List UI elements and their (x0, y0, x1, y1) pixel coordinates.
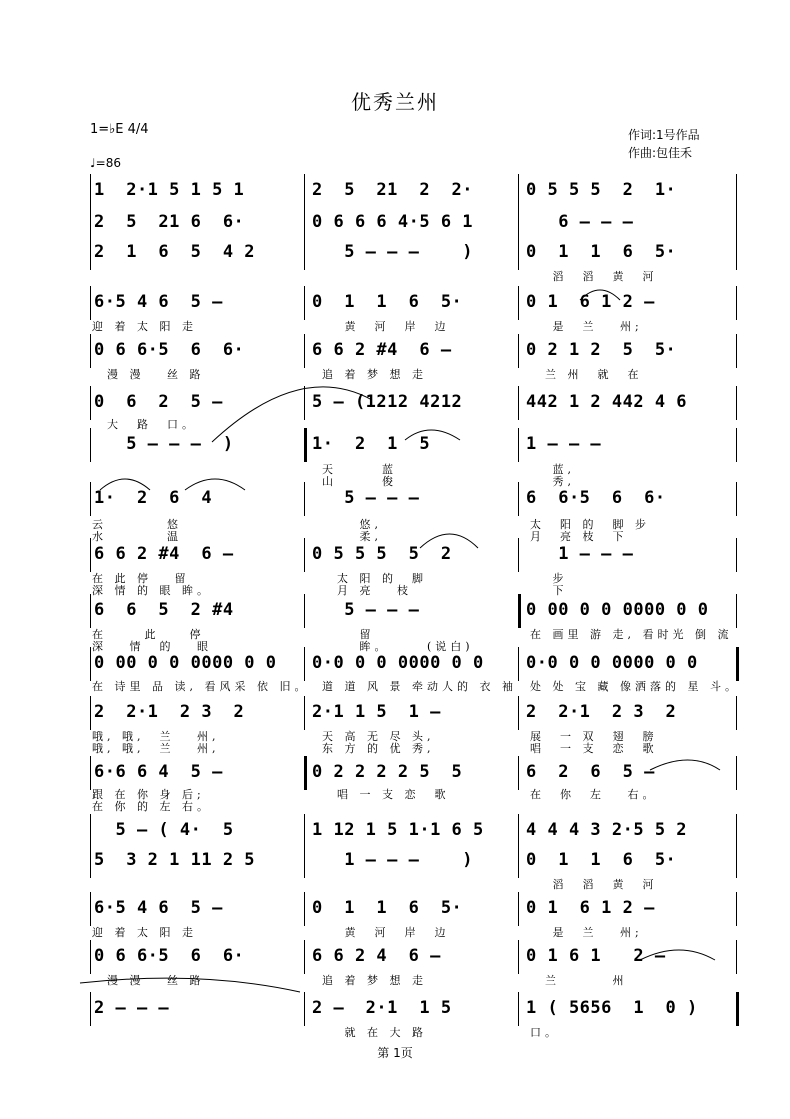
barline (736, 594, 737, 628)
lyric-line (90, 268, 738, 282)
lyric-text: 兰 州 就 在 (530, 368, 643, 381)
notation-row (90, 998, 738, 1022)
barline (304, 334, 305, 368)
notation-row (90, 434, 738, 458)
measure: 6 6 2 4 6 – (312, 946, 441, 966)
tempo-marking: ♩=86 (90, 156, 121, 170)
barline (736, 756, 737, 790)
barline (90, 386, 91, 420)
barline (304, 236, 305, 270)
measure: 2 5 21 2 2· (312, 180, 474, 200)
lyric-text: 迎 着 太 阳 走 (92, 320, 197, 333)
measure: 6·5 4 6 5 – (94, 898, 223, 918)
barline (736, 647, 739, 681)
lyric-text: 兰 州 (530, 974, 628, 987)
barline (518, 538, 519, 572)
measure: 2 1 6 5 4 2 (94, 242, 256, 262)
measure: 0 00 0 0 0000 0 0 (94, 653, 277, 673)
measure: 0·0 0 0 0000 0 0 (312, 653, 484, 673)
measure: 2 – – – (94, 998, 170, 1018)
lyric-line (90, 1024, 738, 1038)
barline (518, 236, 519, 270)
barline (736, 236, 737, 270)
measure: 6·5 4 6 5 – (94, 292, 223, 312)
measure: 2 5 21 6 6· (94, 212, 245, 232)
lyric-text: 大 路 口。 (92, 418, 197, 431)
barline (304, 428, 307, 462)
measure: 0 6 6·5 6 6· (94, 340, 245, 360)
measure: 5 – – – ) (94, 434, 234, 454)
barline (90, 286, 91, 320)
barline (90, 594, 91, 628)
measure: 5 – (1212 4212 (312, 392, 463, 412)
lyric-text: 哦, 哦, 兰 州, (92, 730, 220, 743)
lyric-text: 柔, (322, 530, 382, 543)
measure: 0 2 2 2 2 5 5 (312, 762, 463, 782)
measure: 5 – ( 4· 5 (94, 820, 234, 840)
lyric-text: 云 悠 (92, 518, 182, 531)
lyric-text: 天 蓝 (322, 463, 397, 476)
barline (304, 286, 305, 320)
barline (90, 756, 91, 790)
barline (304, 482, 305, 516)
notation-row (90, 850, 738, 874)
lyric-text: 迎 着 太 阳 走 (92, 926, 197, 939)
lyric-text: 黄 河 岸 边 (322, 320, 450, 333)
lyric-line (90, 678, 738, 692)
barline (90, 892, 91, 926)
lyric-text: 眸。 (说白) (322, 640, 474, 653)
measure: 5 – – – ) (312, 242, 474, 262)
measure: 0 5 5 5 2 1· (526, 180, 677, 200)
notation-row (90, 544, 738, 568)
measure: 0 2 1 2 5 5· (526, 340, 677, 360)
key-signature: 1=♭E 4/4 (90, 122, 149, 137)
notation-row (90, 820, 738, 844)
song-title: 优秀兰州 (351, 90, 439, 114)
lyric-text: 在 此 停 (92, 628, 205, 641)
measure: 2·1 1 5 1 – (312, 702, 441, 722)
barline (518, 844, 519, 878)
lyric-text: 是 兰 州; (530, 320, 643, 333)
barline (518, 482, 519, 516)
measure: 1· 2 6 4 (94, 488, 213, 508)
lyric-text: 唱 一 支 恋 歌 (322, 788, 450, 801)
measure: 0 6 6 6 4·5 6 1 (312, 212, 474, 232)
barline (304, 756, 307, 790)
measure: 2 2·1 2 3 2 (94, 702, 245, 722)
measure: 0 1 6 1 2 – (526, 898, 655, 918)
measure: 0 1 1 6 5· (526, 850, 677, 870)
barline (90, 174, 91, 208)
lyric-text: 步 (530, 572, 568, 585)
measure: 1 12 1 5 1·1 6 5 (312, 820, 484, 840)
barline (90, 940, 91, 974)
lyric-text: 天 高 无 尽 头, (322, 730, 435, 743)
lyric-text: 漫 漫 丝 路 (92, 974, 205, 987)
lyric-line (90, 798, 738, 812)
barline (518, 334, 519, 368)
lyric-line (90, 582, 738, 596)
barline (90, 814, 91, 848)
barline (518, 174, 519, 208)
barline (518, 206, 519, 240)
notation-row (90, 242, 738, 266)
lyric-text: 蓝, (530, 463, 575, 476)
notation-row (90, 212, 738, 236)
barline (518, 814, 519, 848)
measure: 5 – – – (312, 488, 420, 508)
barline (518, 647, 519, 681)
barline (90, 206, 91, 240)
barline (304, 844, 305, 878)
barline (518, 892, 519, 926)
barline (518, 756, 519, 790)
notation-row (90, 600, 738, 624)
barline (736, 334, 737, 368)
barline (518, 286, 519, 320)
barline (736, 940, 737, 974)
notation-row (90, 180, 738, 204)
lyric-text: 水 温 (92, 530, 182, 543)
measure: 2 2·1 2 3 2 (526, 702, 677, 722)
measure: 2 – 2·1 1 5 (312, 998, 452, 1018)
lyric-text: 道 道 风 景 牵动人的 衣 袖 (322, 680, 517, 693)
lyric-text: 漫 漫 丝 路 (92, 368, 205, 381)
lyric-text: 追 着 梦 想 走 (322, 368, 427, 381)
notation-row (90, 392, 738, 416)
lyric-text: 山 俊 (322, 475, 397, 488)
lyric-text: 口。 (530, 1026, 560, 1039)
barline (518, 428, 519, 462)
lyric-text: 东 方 的 优 秀, (322, 742, 435, 755)
measure: 0 6 2 5 – (94, 392, 223, 412)
barline (90, 647, 91, 681)
lyric-line (90, 318, 738, 332)
lyric-text: 太 阳 的 脚 (322, 572, 427, 585)
lyric-text: 深 情 的 眼 眸。 (92, 584, 212, 597)
measure: 6 6 2 #4 6 – (312, 340, 452, 360)
lyric-line (90, 473, 738, 487)
barline (736, 844, 737, 878)
measure: 0 6 6·5 6 6· (94, 946, 245, 966)
measure: 6 6 2 #4 6 – (94, 544, 234, 564)
lyric-text: 黄 河 岸 边 (322, 926, 450, 939)
barline (304, 386, 305, 420)
lyric-text: 在 画里 游 走, 看时光 倒 流 (530, 628, 733, 641)
lyric-text: 在 你 的 左 右。 (92, 800, 212, 813)
measure: 0 00 0 0 0000 0 0 (526, 600, 709, 620)
barline (90, 844, 91, 878)
notation-row (90, 340, 738, 364)
composer-credit: 作曲:包佳禾 (628, 146, 693, 160)
measure: 1 ( 5656 1 0 ) (526, 998, 698, 1018)
lyric-line (90, 366, 738, 380)
barline (90, 538, 91, 572)
measure: 1· 2 1 5 (312, 434, 431, 454)
measure: 1 2·1 5 1 5 1 (94, 180, 245, 200)
lyric-line (90, 876, 738, 890)
barline (90, 334, 91, 368)
barline (736, 992, 739, 1026)
lyric-text: 在 此 停 留 (92, 572, 190, 585)
notation-row (90, 898, 738, 922)
barline (736, 892, 737, 926)
lyric-text: 月 亮 枝 (322, 584, 412, 597)
lyric-text: 悠, (322, 518, 382, 531)
barline (304, 594, 305, 628)
measure: 0·0 0 0 0000 0 0 (526, 653, 698, 673)
notation-row (90, 702, 738, 726)
notation-row (90, 653, 738, 677)
measure: 0 5 5 5 5 2 (312, 544, 452, 564)
lyricist-credit: 作词:1号作品 (628, 128, 700, 142)
barline (90, 696, 91, 730)
measure: 0 1 6 1 2 – (526, 292, 655, 312)
barline (518, 386, 519, 420)
barline (736, 386, 737, 420)
lyric-line (90, 638, 738, 652)
lyric-text: 月 亮 枝 下 (530, 530, 628, 543)
barline (90, 236, 91, 270)
measure: 6 6·5 6 6· (526, 488, 666, 508)
lyric-line (90, 740, 738, 754)
lyric-text: 展 一 双 翅 膀 (530, 730, 658, 743)
lyric-line (90, 924, 738, 938)
measure: 6 2 6 5 – (526, 762, 655, 782)
lyric-line (90, 972, 738, 986)
lyric-line (90, 528, 738, 542)
barline (304, 647, 305, 681)
notation-row (90, 292, 738, 316)
lyric-text: 滔 滔 黄 河 (530, 270, 658, 283)
credits (628, 126, 700, 162)
barline (304, 538, 305, 572)
barline (736, 482, 737, 516)
barline (304, 940, 305, 974)
lyric-line (90, 416, 738, 430)
barline (736, 814, 737, 848)
barline (518, 992, 519, 1026)
barline (304, 174, 305, 208)
barline (518, 940, 519, 974)
lyric-text: 在 诗里 品 读, 看风采 依 旧。 (92, 680, 310, 693)
lyric-text: 滔 滔 黄 河 (530, 878, 658, 891)
page-number: 第 1页 (377, 1046, 413, 1060)
lyric-text: 跟 在 你 身 后; (92, 788, 205, 801)
barline (304, 696, 305, 730)
lyric-text: 唱 一 支 恋 歌 (530, 742, 658, 755)
lyric-text: 下 (530, 584, 568, 597)
barline (736, 696, 737, 730)
measure: 0 1 1 6 5· (312, 292, 463, 312)
lyric-text: 哦, 哦, 兰 州, (92, 742, 220, 755)
measure: 1 – – – (526, 544, 634, 564)
barline (304, 814, 305, 848)
measure: 0 1 1 6 5· (526, 242, 677, 262)
barline (304, 892, 305, 926)
measure: 1 – – – (526, 434, 602, 454)
measure: 6 – – – (526, 212, 634, 232)
barline (90, 992, 91, 1026)
measure: 5 – – – (312, 600, 420, 620)
barline (736, 286, 737, 320)
barline (736, 174, 737, 208)
lyric-text: 太 阳 的 脚 步 (530, 518, 650, 531)
measure: 6·6 6 4 5 – (94, 762, 223, 782)
barline (304, 992, 305, 1026)
lyric-text: 在 你 左 右。 (530, 788, 658, 801)
barline (90, 428, 91, 462)
barline (736, 206, 737, 240)
measure: 5 3 2 1 11 2 5 (94, 850, 256, 870)
barline (90, 482, 91, 516)
measure: 1 – – – ) (312, 850, 474, 870)
measure: 4 4 4 3 2·5 5 2 (526, 820, 688, 840)
notation-row (90, 946, 738, 970)
lyric-text: 秀, (530, 475, 575, 488)
lyric-text: 留 (322, 628, 375, 641)
barline (304, 206, 305, 240)
measure: 0 1 6 1 2 – (526, 946, 666, 966)
lyric-text: 处 处 宝 藏 像洒落的 星 斗。 (530, 680, 740, 693)
lyric-text: 是 兰 州; (530, 926, 643, 939)
barline (518, 696, 519, 730)
measure: 6 6 5 2 #4 (94, 600, 234, 620)
notation-row (90, 488, 738, 512)
lyric-text: 追 着 梦 想 走 (322, 974, 427, 987)
barline (736, 538, 737, 572)
notation-row (90, 762, 738, 786)
barline (736, 428, 737, 462)
measure: 442 1 2 442 4 6 (526, 392, 688, 412)
lyric-text: 深 情 的 眼 (92, 640, 212, 653)
barline (518, 594, 521, 628)
measure: 0 1 1 6 5· (312, 898, 463, 918)
lyric-text: 就 在 大 路 (322, 1026, 427, 1039)
